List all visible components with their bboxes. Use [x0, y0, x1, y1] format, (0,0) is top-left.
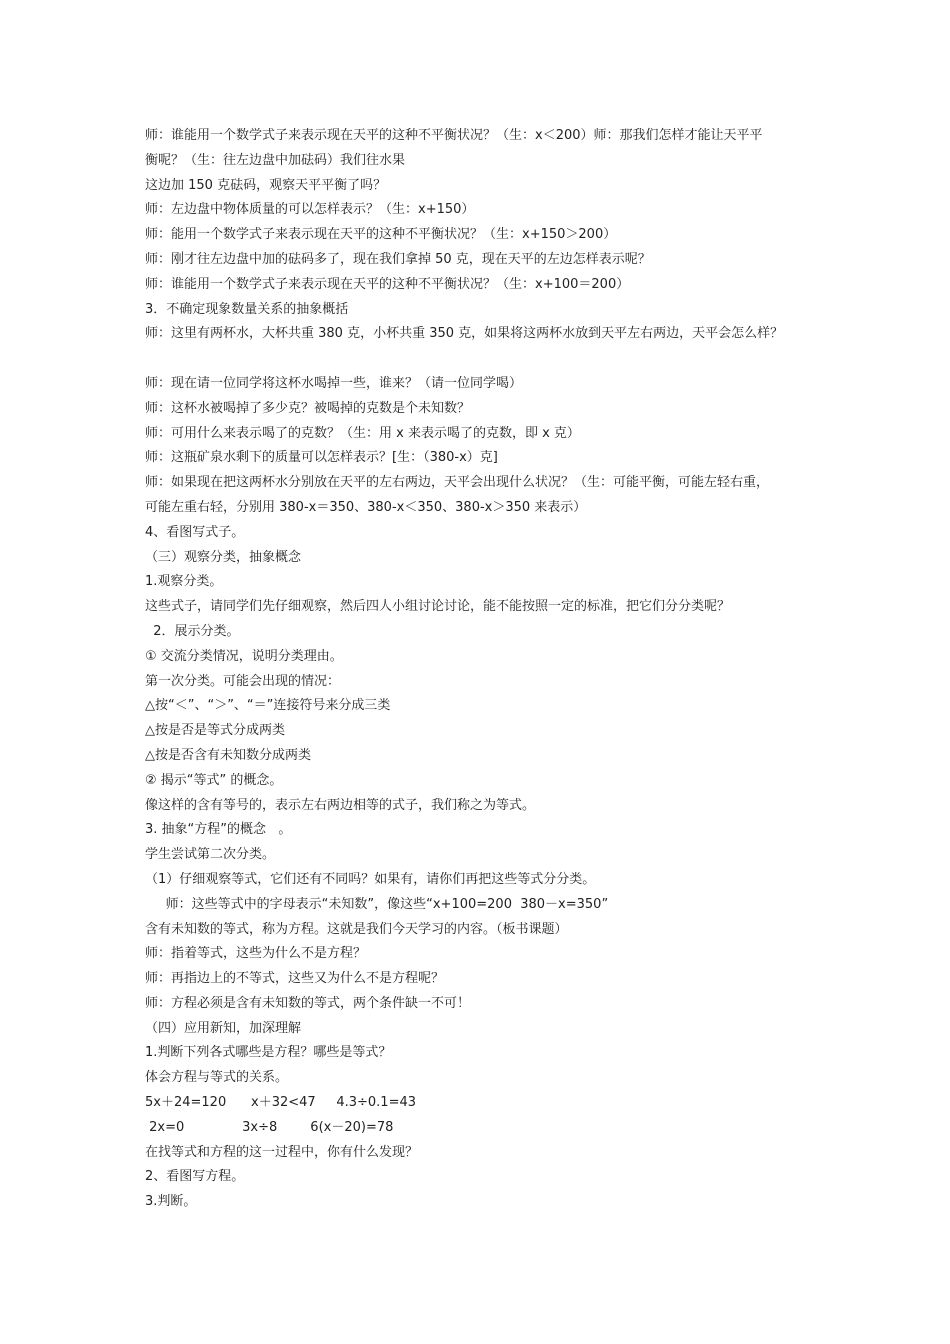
- list-item: △按“＜”、“＞”、“＝”连接符号来分成三类: [145, 698, 391, 714]
- paragraph-line: 师：再指边上的不等式，这些又为什么不是方程呢？: [145, 971, 445, 987]
- formula-line: 5x＋24=120 x＋32<47 4.3÷0.1=43: [145, 1095, 417, 1111]
- paragraph-line: 含有未知数的等式，称为方程。这就是我们今天学习的内容。（板书课题）: [145, 921, 568, 937]
- section-heading: 1.观察分类。: [145, 574, 223, 590]
- paragraph-line: 师：指着等式，这些为什么不是方程？: [145, 946, 367, 962]
- paragraph-line: 师：这些等式中的字母表示“未知数”，像这些“x+100=200 380－x=350”: [145, 896, 609, 912]
- paragraph-line: ① 交流分类情况，说明分类理由。: [145, 648, 343, 664]
- section-heading: 4、看图写式子。: [145, 524, 245, 540]
- paragraph-line: 师：刚才往左边盘中加的砝码多了，现在我们拿掉 50 克，现在天平的左边怎样表示呢？: [145, 251, 651, 267]
- document-body: [145, 124, 835, 1215]
- paragraph-line: 衡呢？（生：往左边盘中加砝码）我们往水果: [145, 152, 406, 168]
- paragraph-line: （1）仔细观察等式，它们还有不同吗？如果有，请你们再把这些等式分分类。: [145, 871, 596, 887]
- section-heading: （四）应用新知，加深理解: [145, 1020, 302, 1036]
- paragraph-line: 在找等式和方程的这一过程中，你有什么发现？: [145, 1144, 419, 1160]
- paragraph-line: 师：谁能用一个数学式子来表示现在天平的这种不平衡状况？（生：x+100＝200）: [145, 276, 630, 292]
- paragraph-line: 师：这里有两杯水，大杯共重 380 克，小杯共重 350 克，如果将这两杯水放到天平左右两边，天平会怎么样？: [145, 326, 784, 342]
- formula-line: 2x=0 3x÷8 6(x－20)=78: [145, 1119, 394, 1135]
- paragraph-line: 师：这杯水被喝掉了多少克？被喝掉的克数是个未知数？: [145, 400, 471, 416]
- paragraph-line: 可能左重右轻，分别用 380-x＝350、380-x＜350、380-x＞350 来表示）: [145, 499, 587, 515]
- section-heading: 2．展示分类。: [145, 623, 240, 639]
- paragraph-line: 师：左边盘中物体质量的可以怎样表示？（生：x+150）: [145, 202, 475, 218]
- paragraph-line: 师：可用什么来表示喝了的克数？（生：用 x 来表示喝了的克数，即 x 克）: [145, 425, 580, 441]
- paragraph-line: 像这样的含有等号的，表示左右两边相等的式子，我们称之为等式。: [145, 797, 536, 813]
- paragraph-line: 这些式子，请同学们先仔细观察，然后四人小组讨论讨论，能不能按照一定的标准，把它们分分类呢？: [145, 599, 731, 615]
- paragraph-line: 师：方程必须是含有未知数的等式，两个条件缺一不可！: [145, 995, 471, 1011]
- section-heading: 3.判断。: [145, 1194, 197, 1210]
- paragraph-line: 师：如果现在把这两杯水分别放在天平的左右两边，天平会出现什么状况？（生：可能平衡，可能左轻右重，: [145, 475, 770, 491]
- section-heading: 3. 抽象“方程”的概念 。: [145, 822, 292, 838]
- paragraph-line: 学生尝试第二次分类。: [145, 847, 276, 863]
- paragraph-line: 师：这瓶矿泉水剩下的质量可以怎样表示？[生：（380-x）克]: [145, 450, 498, 466]
- paragraph-line: 师：现在请一位同学将这杯水喝掉一些，谁来？（请一位同学喝）: [145, 375, 523, 391]
- paragraph-line: 师：谁能用一个数学式子来表示现在天平的这种不平衡状况？（生：x＜200）师：那我们怎样才能让天平平: [145, 128, 763, 143]
- list-item: △按是否含有未知数分成两类: [145, 747, 311, 763]
- paragraph-line: ② 揭示“等式” 的概念。: [145, 772, 283, 788]
- section-heading: 3．不确定现象数量关系的抽象概括: [145, 301, 349, 317]
- paragraph-line: 第一次分类。可能会出现的情况：: [145, 673, 341, 689]
- blank-line: [145, 347, 835, 372]
- paragraph-line: 师：能用一个数学式子来表示现在天平的这种不平衡状况？（生：x+150＞200）: [145, 227, 617, 243]
- section-heading: （三）观察分类，抽象概念: [145, 549, 302, 565]
- paragraph-line: 这边加 150 克砝码，观察天平平衡了吗？: [145, 177, 387, 193]
- list-item: △按是否是等式分成两类: [145, 723, 285, 739]
- paragraph-line: 体会方程与等式的关系。: [145, 1070, 289, 1086]
- paragraph-line: 1.判断下列各式哪些是方程？哪些是等式？: [145, 1045, 392, 1061]
- section-heading: 2、看图写方程。: [145, 1169, 245, 1185]
